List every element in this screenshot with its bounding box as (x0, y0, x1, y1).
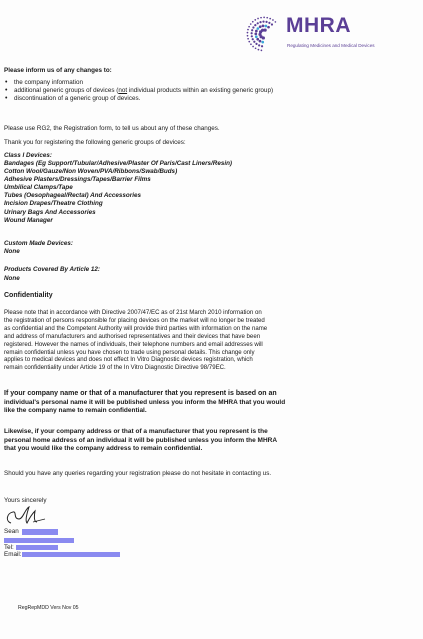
class-i-list (4, 160, 232, 225)
custom-made-value: None (4, 248, 20, 255)
class-i-item: Bandages (Eg Support/Tubular/Adhesive/Plaster Of Paris/Cast Liners/Resin) (4, 160, 233, 167)
logo-dot (251, 32, 253, 34)
confidentiality-heading: Confidentiality (4, 292, 53, 299)
closing-text: Yours sincerely (4, 497, 47, 504)
logo-dot (263, 17, 265, 19)
logo-dot (267, 26, 270, 29)
logo-dot (250, 23, 252, 25)
footer-reference: RegRepMDD Vers Nov 05 (18, 605, 79, 611)
logo-dot (260, 17, 262, 19)
thanks-text: Thank you for registering the following generic groups of devices: (4, 139, 186, 146)
changes-list (4, 79, 273, 103)
logo-dot (261, 50, 263, 52)
paragraph-line: If your company name or that of a manufacturer that you represent is based on an (4, 390, 277, 397)
handwritten-signature (3, 503, 49, 529)
logo-dot (255, 30, 258, 33)
paragraph-line: remain confidential unless you have chosen to trade using personal details. This change only (4, 348, 255, 356)
logo-dot (259, 25, 262, 28)
paragraph-line: and address of manufacturers and authorised representatives and their devices that have been (4, 332, 261, 340)
logo-dot (254, 33, 257, 36)
class-i-item: Urinary Bags And Accessories (4, 208, 96, 216)
mhra-logo-tagline: Regulating Medicines and Medical Devices (287, 43, 375, 48)
mhra-logo-name: MHRA (286, 14, 351, 37)
company-name-notice (4, 390, 285, 416)
redaction-bar (22, 552, 120, 557)
logo-dot (275, 21, 277, 23)
redaction-bar (16, 545, 58, 550)
email-label: Email: (4, 551, 22, 558)
paragraph-line: Likewise, if your company address or that of a manufacturer that you represent is the (4, 428, 268, 435)
changes-item-1: • the company information (4, 79, 273, 87)
logo-dot (251, 29, 253, 31)
logo-dot (264, 29, 267, 32)
paragraph-line: registered. However the names of individuals, their telephone numbers and email addresses will (4, 340, 263, 348)
confidentiality-paragraph (4, 309, 267, 372)
logo-dot (247, 35, 249, 37)
logo-dot (259, 21, 261, 23)
logo-dot (272, 19, 274, 21)
logo-dot (265, 21, 267, 23)
paragraph-line: Please note that in accordance with Directive 2007/47/EC as of 21st March 2010 information on (4, 309, 262, 316)
logo-dot (248, 26, 250, 28)
logo-dot (255, 47, 257, 49)
changes-item-2: • additional generic groups of devices (not individual products within an existing generic group) (4, 87, 273, 95)
logo-dot (251, 35, 253, 37)
logo-dot (262, 21, 264, 23)
logo-dot (266, 17, 268, 19)
queries-text: Should you have any queries regarding your registration please do not hesitate in contacting us. (4, 470, 272, 477)
logo-dot (258, 49, 260, 51)
paragraph-line: applies to medical devices and does not effect In Vitro Diagnostic devices registration, which (4, 356, 253, 364)
logo-dot (247, 38, 249, 40)
logo-dot (257, 22, 259, 24)
class-i-item: Tubes (Oesophageal/Rectal) And Accessories (4, 192, 141, 200)
logo-dot (259, 40, 262, 43)
logo-dot (265, 25, 268, 28)
class-i-item: Wound Manager (4, 216, 53, 224)
class-i-heading: Class I Devices: (4, 152, 52, 159)
logo-dot (250, 43, 252, 45)
redaction-bar (4, 538, 74, 543)
logo-dot (258, 44, 260, 46)
logo-dot (254, 24, 256, 26)
paragraph-line: remain confidentiality under Article 19 of the In Vitro Diagnostic Directive 98/79EC. (4, 364, 226, 372)
article12-heading: Products Covered By Article 12: (4, 266, 100, 273)
paragraph-line: personal home address of an individual it will be published unless you inform the MHRA (4, 436, 278, 444)
paragraph-line: the registration of persons responsible for placing devices on the market will no longer be treated (4, 316, 265, 324)
logo-dot (271, 23, 273, 25)
class-i-item: Adhesive Plasters/Dressings/Tapes/Barrier Films (4, 176, 151, 184)
logo-dot (247, 29, 249, 31)
logo-dot (269, 18, 271, 20)
logo-dot (252, 46, 254, 48)
logo-dot (268, 22, 270, 24)
logo-dot (254, 19, 256, 21)
article12-value: None (4, 275, 20, 282)
logo-dot (257, 27, 260, 30)
class-i-item: Cotton Wool/Gauze/Non Woven/PVA/Ribbons/Swab/Buds) (4, 168, 178, 176)
logo-dot (253, 41, 255, 43)
logo-dot (252, 26, 254, 28)
tel-label: Tel: (4, 544, 14, 551)
changes-heading: Please inform us of any changes to: (4, 67, 112, 74)
logo-dot (248, 41, 250, 43)
logo-dot (255, 35, 258, 38)
logo-dot (252, 21, 254, 23)
logo-dot (261, 45, 263, 47)
logo-dot (262, 25, 265, 28)
paragraph-line: like the company name to remain confidential. (4, 407, 147, 414)
company-address-notice (4, 428, 277, 454)
redaction-bar (22, 529, 58, 535)
class-i-item: Umbilical Clamps/Tape (4, 184, 73, 192)
logo-dot (256, 38, 259, 41)
logo-dot (257, 18, 259, 20)
rg2-instruction: Please use RG2, the Registration form, to tell us about any of these changes. (4, 125, 220, 132)
paragraph-line: as confidential and the Competent Authority will provide third parties with information on the name (4, 324, 268, 332)
signatory-name: Sean (4, 528, 19, 535)
mhra-logo-dots (242, 16, 282, 52)
class-i-item: Incision Drapes/Theatre Clothing (4, 200, 103, 208)
logo-dot (261, 41, 264, 44)
changes-item-3: • discontinuation of a generic group of devices. (4, 95, 273, 103)
paragraph-line: individual's personal name it will be published unless you inform the MHRA that you would (4, 398, 286, 406)
logo-dot (255, 43, 257, 45)
paragraph-line: that you would like the company address to remain confidential. (4, 445, 203, 452)
logo-dot (247, 32, 249, 34)
custom-made-heading: Custom Made Devices: (4, 240, 73, 247)
logo-dot (252, 38, 254, 40)
